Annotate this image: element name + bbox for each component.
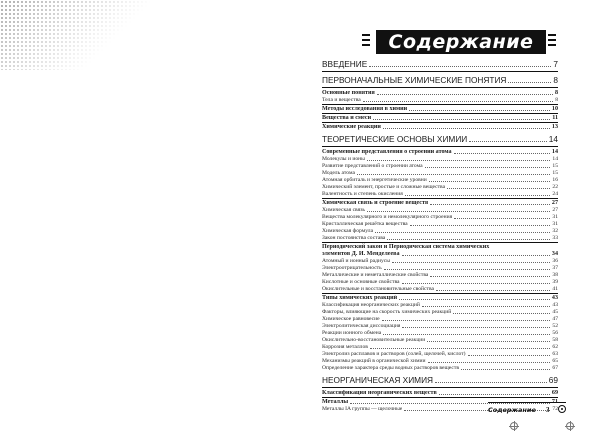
toc-part-3[interactable] (322, 375, 558, 388)
toc-item-label: Электролитическая диссоциация (322, 323, 401, 329)
heading-tick-right-icon (548, 34, 558, 50)
toc-page-number: 14 (551, 149, 558, 155)
toc-item-label: Закон постоянства состава (322, 235, 386, 241)
toc-part-1[interactable] (322, 75, 558, 88)
leader-dots (430, 203, 550, 205)
toc-page-number: 69 (548, 375, 558, 385)
toc-page-number: 63 (552, 351, 558, 357)
toc-page-number: 31 (552, 214, 558, 220)
toc-page-number: 14 (552, 156, 558, 162)
registration-mark-icon (566, 422, 574, 430)
toc-item[interactable] (322, 207, 558, 214)
toc-item-label: Атомная орбиталь и энергетические уровни (322, 177, 427, 183)
toc-section[interactable] (322, 390, 558, 397)
toc-section[interactable] (322, 104, 558, 113)
leader-dots (383, 127, 550, 129)
toc-section-label: Химическая связь и строение веществ (322, 200, 429, 206)
toc-item[interactable] (322, 337, 558, 344)
toc-page-number: 8 (554, 90, 558, 96)
toc-section-label: Вещества и смеси (322, 115, 372, 121)
leader-dots (409, 109, 550, 111)
leader-dots (367, 210, 550, 212)
footer-page-number: 3 (546, 406, 550, 414)
toc-item-label: Факторы, влияющие на скорость химических реакций (322, 309, 452, 315)
toc-item-label: Молекулы и ионы (322, 156, 365, 162)
toc-item-label: Вещества молекулярного и немолекулярного строения (322, 214, 453, 220)
leader-dots (461, 368, 550, 370)
toc-page-number: 7 (553, 59, 558, 69)
toc-section-label: Типы химических реакций (322, 295, 398, 301)
footer-circle-icon (558, 405, 566, 413)
toc-page-number: 41 (552, 286, 558, 292)
leader-dots (370, 347, 551, 349)
table-of-contents (322, 59, 558, 413)
toc-section-label: Основные понятия (322, 90, 375, 96)
leader-dots (425, 166, 551, 168)
toc-item-label: Классификация неорганических реакций (322, 302, 420, 308)
toc-item-label: Модель атома (322, 170, 355, 176)
toc-part-label: НЕОРГАНИЧЕСКАЯ ХИМИЯ (322, 375, 434, 385)
toc-item[interactable] (322, 358, 558, 365)
toc-item-label: Электроотрицательность (322, 265, 382, 271)
toc-page-number: 34 (551, 251, 558, 257)
toc-page-number: 11 (552, 115, 558, 121)
toc-page-number: 47 (552, 316, 558, 322)
leader-dots (363, 100, 553, 102)
toc-section (322, 251, 558, 258)
leader-dots (422, 305, 551, 307)
leader-dots (428, 361, 551, 363)
toc-item[interactable] (322, 156, 558, 163)
leader-dots (453, 312, 550, 314)
toc-item[interactable] (322, 214, 558, 221)
toc-part-label: ПЕРВОНАЧАЛЬНЫЕ ХИМИЧЕСКИЕ ПОНЯТИЯ (322, 75, 507, 85)
leader-dots (430, 275, 550, 277)
leader-dots (402, 282, 551, 284)
toc-item-label: Электролиз расплавов и растворов (солей, щелочей, кислот) (322, 351, 466, 357)
toc-item[interactable] (322, 279, 558, 286)
toc-item-label: Окислительные и восстановительные свойства (322, 286, 434, 292)
leader-dots (367, 159, 551, 161)
leader-dots (384, 268, 551, 270)
toc-item[interactable] (322, 235, 558, 242)
toc-item[interactable] (322, 191, 558, 198)
toc-page-number: 69 (551, 390, 558, 396)
leader-dots (427, 340, 550, 342)
toc-page-number: 15 (552, 170, 558, 176)
toc-section-label: Классификация неорганических веществ (322, 390, 437, 396)
toc-item[interactable] (322, 97, 558, 104)
toc-page-number: 65 (552, 358, 558, 364)
toc-item-label: Химическое равновесие (322, 316, 380, 322)
page-footer (488, 404, 584, 416)
leader-dots (382, 319, 551, 321)
toc-page-number: 10 (551, 106, 558, 112)
toc-page-number: 8 (555, 97, 558, 103)
toc-item[interactable] (322, 170, 558, 177)
leader-dots (410, 224, 551, 226)
toc-item[interactable] (322, 258, 558, 265)
toc-item-label: Атомный и ионный радиусы (322, 258, 390, 264)
toc-item[interactable] (322, 265, 558, 272)
toc-page-number: 58 (552, 337, 558, 343)
toc-page-number: 36 (552, 258, 558, 264)
toc-entry-label: ВВЕДЕНИЕ (322, 59, 368, 69)
registration-mark-icon (510, 422, 518, 430)
toc-section[interactable] (322, 113, 558, 122)
leader-dots (405, 194, 551, 196)
toc-section[interactable] (322, 198, 558, 207)
toc-item-label: Коррозия металлов (322, 344, 368, 350)
page-heading: Содержание (376, 30, 546, 54)
toc-item[interactable] (322, 163, 558, 170)
toc-item[interactable] (322, 351, 558, 358)
toc-page-number: 33 (552, 235, 558, 241)
leader-dots (454, 152, 550, 154)
toc-item[interactable] (322, 228, 558, 235)
toc-item[interactable] (322, 316, 558, 323)
toc-part-2[interactable] (322, 134, 558, 147)
toc-item[interactable] (322, 177, 558, 184)
toc-page-number: 45 (552, 309, 558, 315)
leader-dots (402, 254, 550, 256)
toc-section-label: Химические реакции (322, 124, 381, 130)
leader-dots (373, 118, 550, 120)
toc-page-number: 27 (551, 200, 558, 206)
toc-page-number: 13 (551, 124, 558, 130)
toc-page-number: 31 (552, 221, 558, 227)
leader-dots (468, 354, 551, 356)
toc-item-label: Окислительно-восстановительные реакции (322, 337, 426, 343)
leader-dots (439, 393, 550, 395)
toc-section-label: Современные представления о строении атома (322, 149, 452, 155)
leader-dots (375, 231, 550, 233)
toc-page-number: 39 (552, 279, 558, 285)
leader-dots (447, 187, 550, 189)
toc-page-number: 43 (551, 295, 558, 301)
toc-page-number: 37 (552, 265, 558, 271)
toc-page-number: 43 (552, 302, 558, 308)
toc-page-number: 14 (548, 134, 558, 144)
toc-page-number: 22 (552, 184, 558, 190)
toc-entry-intro[interactable] (322, 59, 558, 72)
leader-dots (436, 289, 550, 291)
toc-page-number: 15 (552, 163, 558, 169)
toc-item-label: Механизмы реакций в органической химии (322, 358, 426, 364)
toc-item[interactable] (322, 221, 558, 228)
toc-item[interactable] (322, 309, 558, 316)
toc-page-number: 62 (552, 344, 558, 350)
toc-item-label: Химическая связь (322, 207, 365, 213)
toc-page-number: 52 (552, 323, 558, 329)
leader-dots (392, 261, 550, 263)
footer-title: Содержание (488, 406, 536, 414)
leader-dots (383, 333, 550, 335)
toc-item[interactable] (322, 302, 558, 309)
toc-item[interactable] (322, 272, 558, 279)
toc-section[interactable] (322, 90, 558, 97)
toc-section[interactable] (322, 149, 558, 156)
heading-tick-left-icon (362, 34, 372, 50)
toc-section-label-line1: Периодический закон и Периодическая система химических (322, 244, 490, 250)
toc-page-number: 56 (552, 330, 558, 336)
footer-rule (488, 402, 566, 403)
heading-banner (362, 30, 558, 54)
toc-page-number: 24 (552, 191, 558, 197)
toc-item-label: Химическая формула (322, 228, 374, 234)
toc-page-number: 32 (552, 228, 558, 234)
toc-item-label: Развитие представлений о строении атома (322, 163, 423, 169)
toc-page-number: 27 (552, 207, 558, 213)
leader-dots (402, 326, 550, 328)
leader-dots (377, 93, 553, 95)
toc-item-label: Кислотные и основные свойства (322, 279, 400, 285)
toc-item-label: Валентность и степень окисления (322, 191, 403, 197)
toc-section[interactable] (322, 122, 558, 131)
leader-dots (357, 173, 550, 175)
toc-section-label: элементов Д. И. Менделеева (322, 251, 400, 257)
toc-item-label: Металлические и неметаллические свойства (322, 272, 429, 278)
toc-item[interactable] (322, 184, 558, 191)
leader-dots (435, 381, 547, 383)
toc-page-number: 67 (552, 365, 558, 371)
toc-page-number: 38 (552, 272, 558, 278)
toc-item[interactable] (322, 323, 558, 330)
leader-dots (454, 217, 550, 219)
toc-item[interactable] (322, 330, 558, 337)
toc-item[interactable] (322, 344, 558, 351)
toc-page-number: 8 (553, 75, 558, 85)
toc-page-number: 16 (552, 177, 558, 183)
toc-section[interactable] (322, 293, 558, 302)
halftone-decoration (0, 0, 150, 70)
toc-item-label: Металлы IA группы — щелочные (322, 406, 403, 412)
toc-page-number: 72 (552, 406, 558, 412)
toc-item-label: Реакции ионного обмена (322, 330, 382, 336)
leader-dots (387, 238, 550, 240)
toc-item-label: Химический элемент, простые и сложные вещества (322, 184, 446, 190)
toc-item-label: Определение характера среды водных растворов веществ (322, 365, 459, 371)
toc-section-multiline[interactable] (322, 242, 558, 258)
toc-item-label: Тела и вещества (322, 97, 361, 103)
toc-item[interactable] (322, 286, 558, 293)
leader-dots (429, 180, 551, 182)
leader-dots (369, 65, 551, 67)
leader-dots (469, 140, 547, 142)
toc-part-label: ТЕОРЕТИЧЕСКИЕ ОСНОВЫ ХИМИИ (322, 134, 468, 144)
toc-item-label: Кристаллическая решётка вещества (322, 221, 408, 227)
toc-section-label: Металлы (322, 399, 349, 405)
toc-section-label: Методы исследования в химии (322, 106, 408, 112)
leader-dots (508, 81, 551, 83)
leader-dots (399, 298, 550, 300)
toc-item[interactable] (322, 365, 558, 372)
